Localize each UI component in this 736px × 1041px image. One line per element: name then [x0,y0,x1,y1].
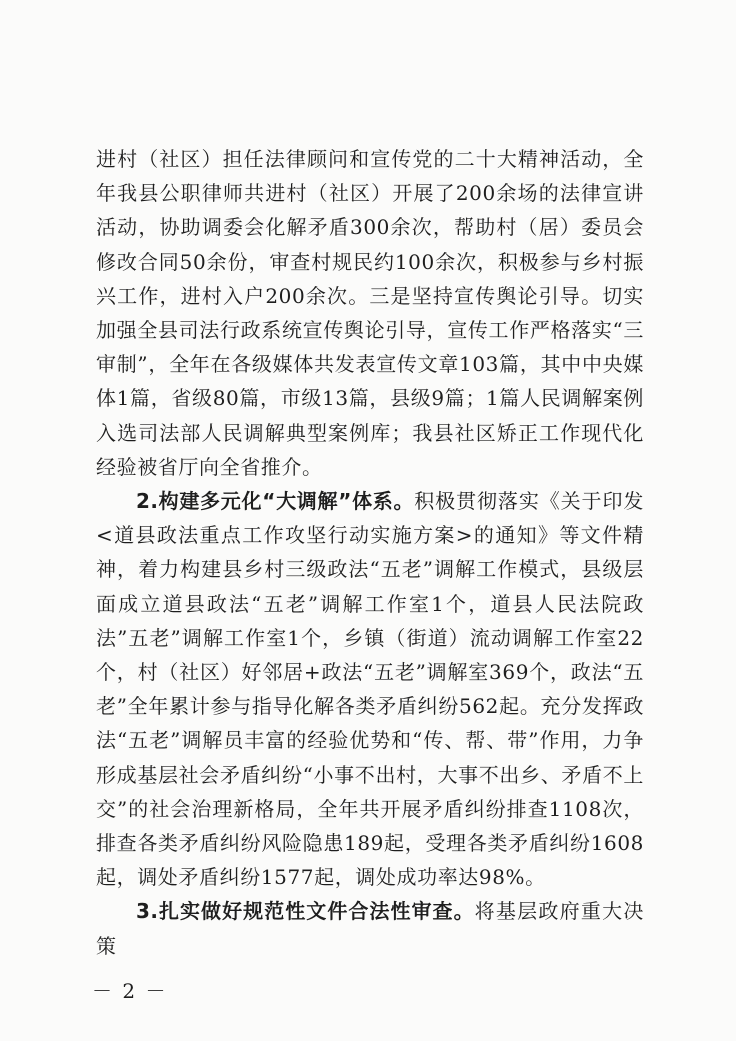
paragraph-3-text: 将基层政府重大决策 [96,899,644,958]
paragraph-2 [96,484,644,894]
paragraph-3-heading: 3.扎实做好规范性文件合法性审查。 [136,899,475,924]
paragraph-1 [96,142,644,484]
page-number: － 2 － [92,979,168,1003]
body-text [96,142,644,963]
paragraph-3 [96,894,644,962]
paragraph-1-text: 进村（社区）担任法律顾问和宣传党的二十大精神活动，全年我县公职律师共进村（社区）开展了200余场的法律宣讲活动，协助调委会化解矛盾300余次，帮助村（居）委员会修改合同50余份，审查村规民约100余次，积极参与乡村振兴工作，进村入户200余次。三是坚持宣传舆论引导。切实加强全县司法行政系统宣传舆论引导，宣传工作严格落实“三审制”，全年在各级媒体共发表宣传文章103篇，其中中央媒体1篇，省级80篇，市级13篇，县级9篇；1篇人民调解案例入选司法部人民调解典型案例库；我县社区矫正工作现代化经验被省厅向全省推介。 [96,147,644,479]
paragraph-2-text: 积极贯彻落实《关于印发<道县政法重点工作攻坚行动实施方案>的通知》等文件精神，着力构建县乡村三级政法“五老”调解工作模式，县级层面成立道县政法“五老”调解工作室1个，道县人民法院政法”五老”调解工作室1个，乡镇（街道）流动调解工作室22个，村（社区）好邻居+政法“五老”调解室369个，政法“五老”全年累计参与指导化解各类矛盾纠纷562起。充分发挥政法“五老”调解员丰富的经验优势和“传、帮、带”作用，力争形成基层社会矛盾纠纷“小事不出村，大事不出乡、矛盾不上交”的社会治理新格局，全年共开展矛盾纠纷排查1108次，排查各类矛盾纠纷风险隐患189起，受理各类矛盾纠纷1608起，调处矛盾纠纷1577起，调处成功率达98%。 [96,489,644,890]
paragraph-2-heading: 2.构建多元化“大调解”体系。 [136,489,415,514]
